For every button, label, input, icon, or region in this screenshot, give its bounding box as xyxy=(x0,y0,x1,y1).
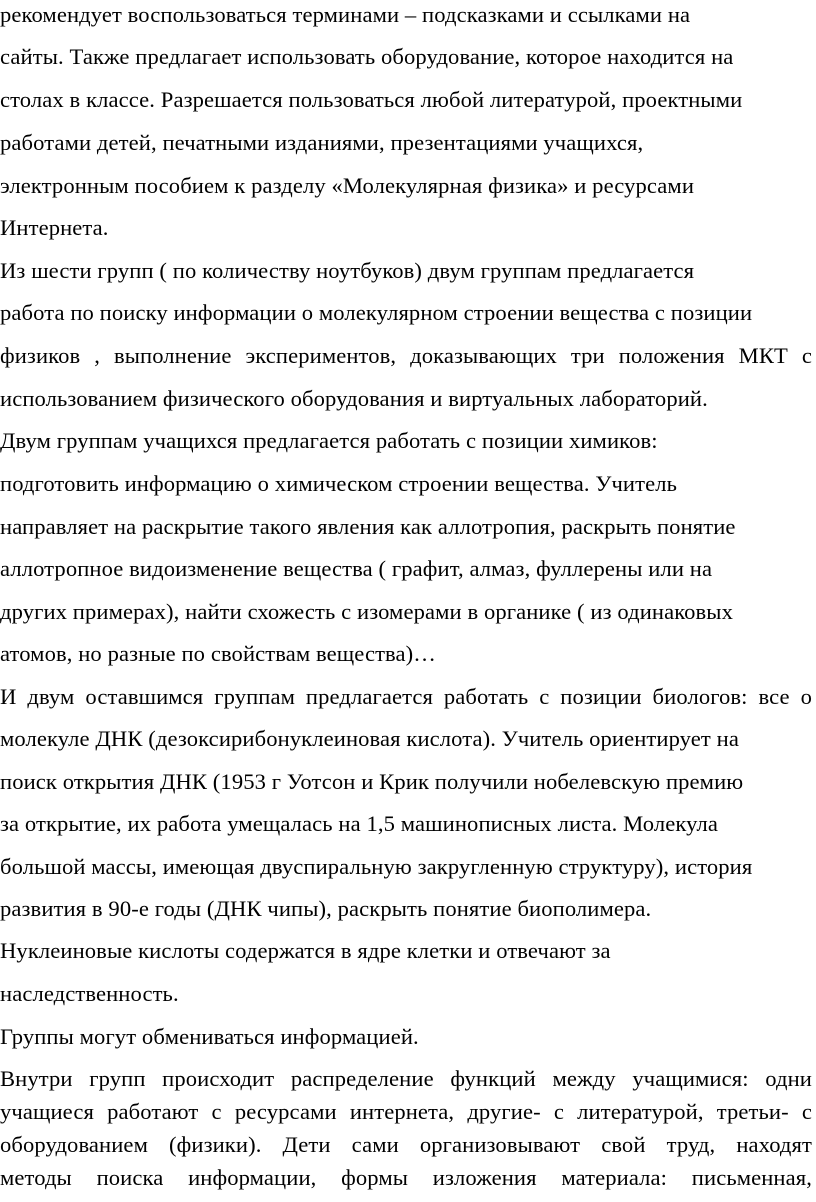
text-line: физиков , выполнение экспериментов, доказывающих три положения МКТ с xyxy=(0,343,812,368)
text-line: И двум оставшимся группам предлагается работать с позиции биологов: все о xyxy=(0,684,812,709)
text-line: Группы могут обмениваться информацией. xyxy=(0,1024,419,1049)
text-line: Двум группам учащихся предлагается работать с позиции химиков: xyxy=(0,428,658,453)
text-line: молекуле ДНК (дезоксирибонуклеиновая кислота). Учитель ориентирует на xyxy=(0,726,739,751)
text-line: Из шести групп ( по количеству ноутбуков) двум группам предлагается xyxy=(0,258,695,283)
text-line: направляет на раскрытие такого явления как аллотропия, раскрыть понятие xyxy=(0,514,736,539)
text-line: развития в 90-е годы (ДНК чипы), раскрыть понятие биополимера. xyxy=(0,896,652,921)
text-line: работа по поиску информации о молекулярном строении вещества с позиции xyxy=(0,300,753,325)
text-line: Интернета. xyxy=(0,215,109,240)
text-line: сайты. Также предлагает использовать оборудование, которое находится на xyxy=(0,44,734,69)
text-line: подготовить информацию о химическом строении вещества. Учитель xyxy=(0,471,677,496)
text-line: поиск открытия ДНК (1953 г Уотсон и Крик получили нобелевскую премию xyxy=(0,769,744,794)
text-line: рекомендует воспользоваться терминами – подсказками и ссылками на xyxy=(0,2,691,27)
text-line: за открытие, их работа умещалась на 1,5 машинописных листа. Молекула xyxy=(0,811,719,836)
text-line: большой массы, имеющая двуспиральную закругленную структуру), история xyxy=(0,854,753,879)
text-line: работами детей, печатными изданиями, презентациями учащихся, xyxy=(0,130,644,155)
text-line: аллотропное видоизменение вещества ( графит, алмаз, фуллерены или на xyxy=(0,556,713,581)
text-line: Внутри групп происходит распределение функций между учащимися: одни xyxy=(0,1066,812,1091)
text-line: оборудованием (физики). Дети сами организовывают свой труд, находят xyxy=(0,1132,812,1157)
text-line: методы поиска информации, формы изложения материала: письменная, xyxy=(0,1165,812,1190)
text-line: наследственность. xyxy=(0,981,179,1006)
text-line: учащиеся работают с ресурсами интернета, другие- с литературой, третьи- с xyxy=(0,1099,812,1124)
text-line: других примерах), найти схожесть с изомерами в органике ( из одинаковых xyxy=(0,599,733,624)
text-line: атомов, но разные по свойствам вещества)… xyxy=(0,641,436,666)
text-line: Нуклеиновые кислоты содержатся в ядре клетки и отвечают за xyxy=(0,938,611,963)
text-line: использованием физического оборудования и виртуальных лабораторий. xyxy=(0,386,708,411)
text-line: электронным пособием к разделу «Молекулярная физика» и ресурсами xyxy=(0,173,695,198)
text-line: столах в классе. Разрешается пользоваться любой литературой, проектными xyxy=(0,87,743,112)
